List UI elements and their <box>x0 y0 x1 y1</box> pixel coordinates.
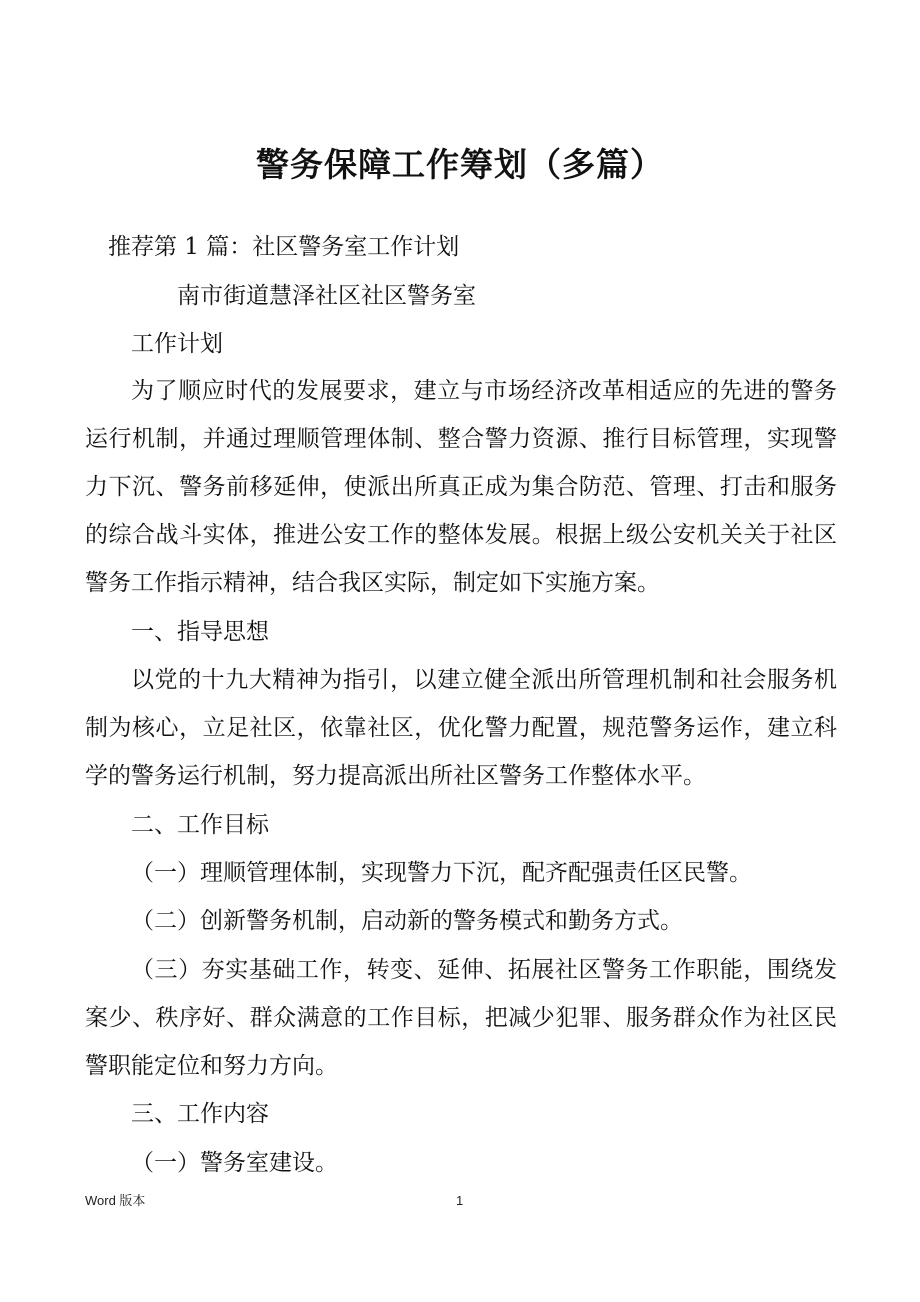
paragraph-line: 警务工作指示精神，结合我区实际，制定如下实施方案。 <box>85 570 660 596</box>
org-line: 南市街道慧泽社区社区警务室 <box>177 283 476 309</box>
goal-item: （三）夯实基础工作，转变、延伸、拓展社区警务工作职能，围绕发 <box>131 957 837 983</box>
paragraph-line: 的综合战斗实体，推进公安工作的整体发展。根据上级公安机关关于社区 <box>85 522 837 548</box>
plan-label: 工作计划 <box>131 331 223 357</box>
paragraph-line: 以党的十九大精神为指引，以建立健全派出所管理机制和社会服务机 <box>131 667 837 693</box>
section-heading: 三、工作内容 <box>131 1101 269 1127</box>
document-title: 警务保障工作筹划（多篇） <box>256 145 664 184</box>
recommend-line: 推荐第 1 篇：社区警务室工作计划 <box>108 234 460 260</box>
paragraph-line: 学的警务运行机制，努力提高派出所社区警务工作整体水平。 <box>85 763 706 789</box>
paragraph-line: 警职能定位和努力方向。 <box>85 1053 338 1079</box>
footer-left-label: Word 版本 <box>85 1193 146 1208</box>
goal-item: （二）创新警务机制，启动新的警务模式和勤务方式。 <box>131 908 683 934</box>
section-heading: 一、指导思想 <box>131 619 269 645</box>
paragraph-line: 运行机制，并通过理顺管理体制、整合警力资源、推行目标管理，实现警 <box>85 426 837 452</box>
paragraph-line: 力下沉、警务前移延伸，使派出所真正成为集合防范、管理、打击和服务 <box>85 474 837 500</box>
goal-item: （一）理顺管理体制，实现警力下沉，配齐配强责任区民警。 <box>131 860 752 886</box>
paragraph-line: 制为核心，立足社区，依靠社区，优化警力配置，规范警务运作，建立科 <box>85 715 837 741</box>
content-item: （一）警务室建设。 <box>131 1150 338 1176</box>
paragraph-line: 为了顺应时代的发展要求，建立与市场经济改革相适应的先进的警务 <box>131 378 837 404</box>
paragraph-line: 案少、秩序好、群众满意的工作目标，把减少犯罪、服务群众作为社区民 <box>85 1005 837 1031</box>
section-heading: 二、工作目标 <box>131 812 269 838</box>
page-number: 1 <box>456 1193 464 1208</box>
